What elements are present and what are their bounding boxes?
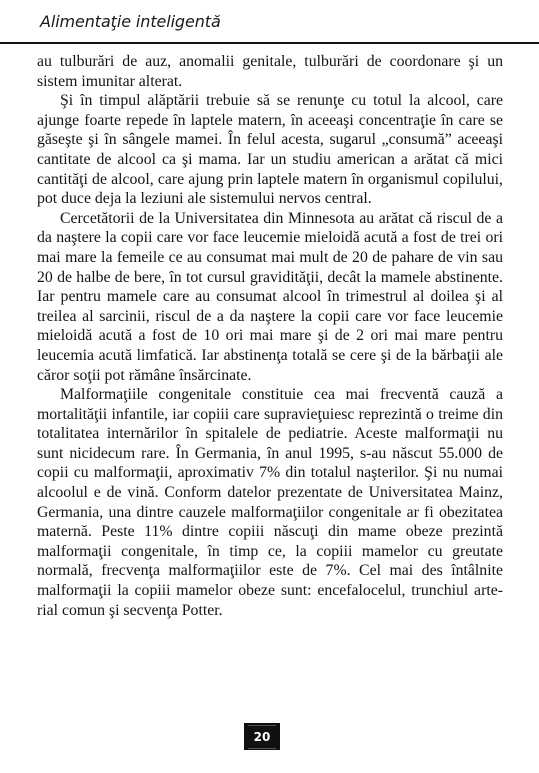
- running-header-title: Alimentaţie inteligentă: [40, 12, 221, 31]
- page-number-frame: [248, 725, 276, 749]
- header-rule: [0, 42, 539, 44]
- paragraph-breastfeeding: Şi în timpul alăptării trebuie să se renunţe cu totul la alcool, care ajunge foarte repede în laptele matern, în aceeaşi concentraţie în care se găseşte şi în sângele mamei. În felul acesta, sugarul „consumă” aceeaşi cantitate de alcool ca şi mama. Iar un studiu american a arătat că mici cantităţi de alcool, care ajung prin laptele matern în organismul copilului, pot duce deja la leziuni ale sistemului nervos central.: [37, 92, 503, 208]
- page-number: 20: [253, 729, 271, 744]
- page-number-badge: [244, 723, 280, 750]
- body-text: [37, 52, 503, 620]
- paragraph-minnesota-study: Cercetătorii de la Universitatea din Minnesota au arătat că riscul de a da naştere la copii care vor face leucemie mieloidă acută a fost de trei ori mai mare la femeile ce au consumat mai mult de 20 de pahare de vin sau 20 de halbe de bere, în tot cursul gravidităţii, decât la mamele abstinente. Iar pentru mamele care au consumat alcool în trimestrul al doilea şi al treilea al sarcinii, riscul de a da naştere la copii care vor face leucemie mieloidă acută a fost de 10 ori mai mare şi de 2 ori mai mare pentru leucemia acută limfatică. Iar abstinenţa totală se cere şi de la bărbaţii ale căror soţii pot rămâne însărcinate.: [37, 209, 503, 384]
- paragraph-continuation: au tulburări de auz, anomalii genitale, tulburări de coordonare şi un sistem imunitar alterat.: [37, 53, 503, 90]
- paragraph-malformations: Malformaţiile congenitale constituie cea mai frecventă cauză a mortalităţii infantile, iar copiii care supravieţuiesc reprezintă o treime din totalitatea internărilor în spitalele de pediatrie. Aceste malformaţii nu sunt nicidecum rare. În Germania, în anul 1995, s-au născut 55.000 de copii cu malformaţii, aproximativ 7% din totalul naşterilor. Şi nu numai alcoolul e de vină. Conform datelor prezentate de Universitatea Mainz, Germania, una dintre cauzele malformaţiilor congenitale ar fi obezitatea maternă. Peste 11% dintre copiii născuţi din mame obeze prezintă malformaţii congenitale, în timp ce, la copiii mamelor cu greutate normală, frecvenţa malformaţiilor este de 7%. Cel mai des întâlnite malformaţii la copiii mamelor obeze sunt: encefalocelul, trunchiul arterial comun şi secvenţa Potter.: [37, 386, 503, 619]
